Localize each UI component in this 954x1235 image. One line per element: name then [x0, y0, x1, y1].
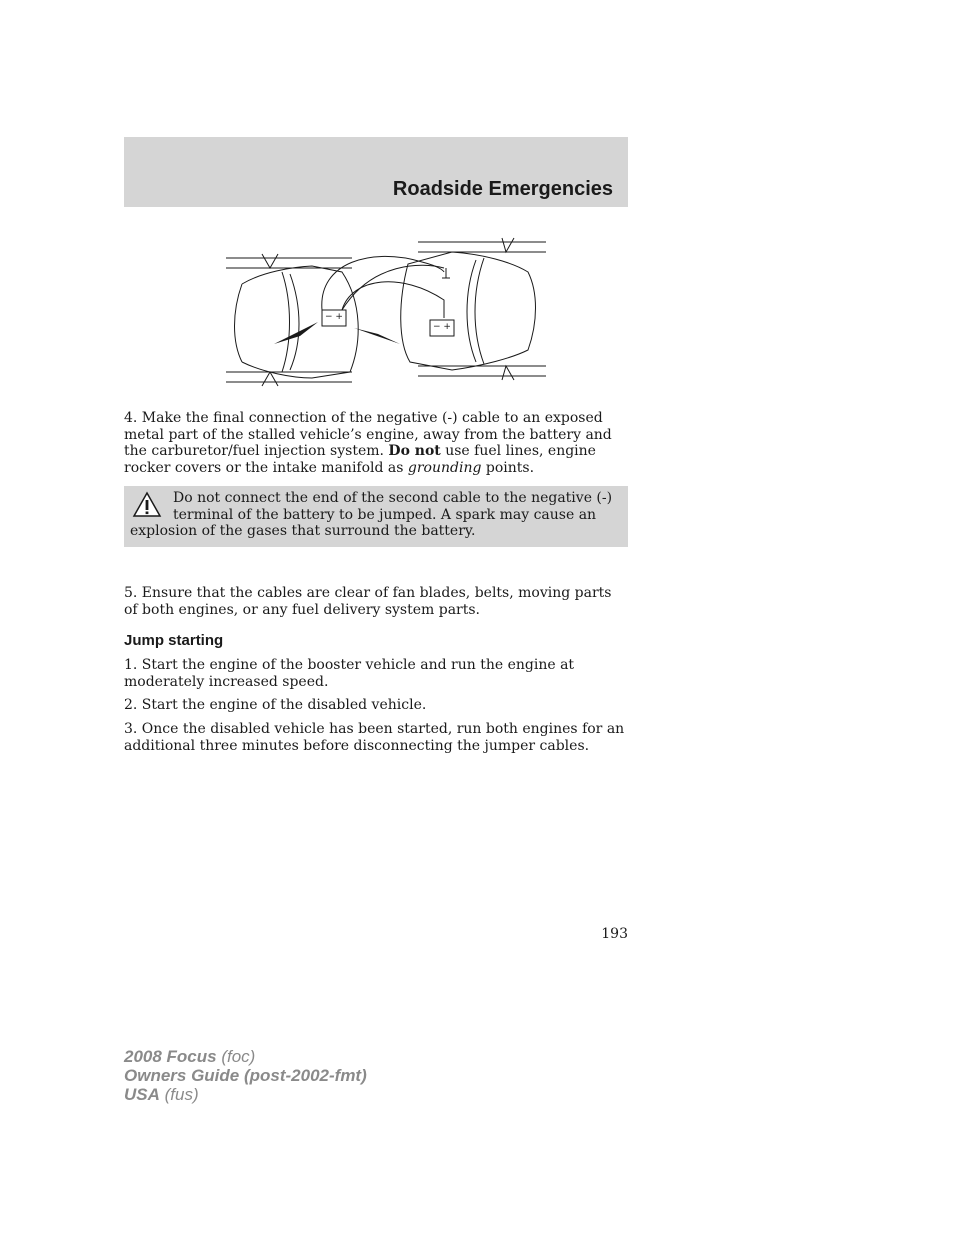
warning-line-2: terminal of the battery to be jumped. A spark may cause an: [173, 506, 597, 523]
document-footer: [124, 1047, 367, 1104]
warning-triangle-icon: [132, 491, 162, 518]
battery-left-terminals: − +: [325, 312, 343, 322]
jumper-cable-diagram: [222, 232, 550, 396]
step-4-bold: Do not: [388, 443, 441, 459]
warning-line-1: Do not connect the end of the second cable to the negative (-): [173, 490, 613, 506]
footer-model-code: (foc): [216, 1047, 256, 1066]
section-title: Roadside Emergencies: [392, 178, 613, 200]
section-header: [124, 137, 628, 207]
step-4-text-a: 4. Make the final connection of the negative (-) cable to an exposed metal part of the stalled vehicle’s engine, away from the battery and the carburetor/fuel injection system.: [124, 410, 612, 459]
footer-model: 2008 Focus: [124, 1047, 217, 1066]
jump-step-3: 3. Once the disabled vehicle has been started, run both engines for an additional three minutes before disconnecting the jumper cables.: [124, 721, 625, 754]
step-5-paragraph: 5. Ensure that the cables are clear of fan blades, belts, moving parts of both engines, or any fuel delivery system parts.: [124, 585, 612, 618]
step-4-text-b: use fuel lines, engine rocker covers or the intake manifold as: [124, 443, 596, 476]
step-4-text-c: points.: [481, 459, 535, 476]
footer-guide: Owners Guide (post-2002-fmt): [124, 1066, 367, 1085]
step-4-paragraph: [124, 410, 628, 476]
warning-line-3: explosion of the gases that surround the battery.: [130, 523, 476, 539]
footer-region-code: (fus): [159, 1085, 199, 1104]
warning-box: [124, 486, 628, 547]
battery-right-terminals: − +: [433, 322, 451, 332]
warning-text: [130, 490, 613, 540]
jump-step-2: 2. Start the engine of the disabled vehicle.: [124, 697, 427, 713]
step-4-italic: grounding: [407, 459, 482, 476]
page-number: 193: [601, 926, 628, 942]
footer-region: USA: [124, 1085, 160, 1104]
jump-starting-heading: Jump starting: [124, 632, 224, 649]
jump-step-1: 1. Start the engine of the booster vehicle and run the engine at moderately increased speed.: [124, 657, 575, 690]
